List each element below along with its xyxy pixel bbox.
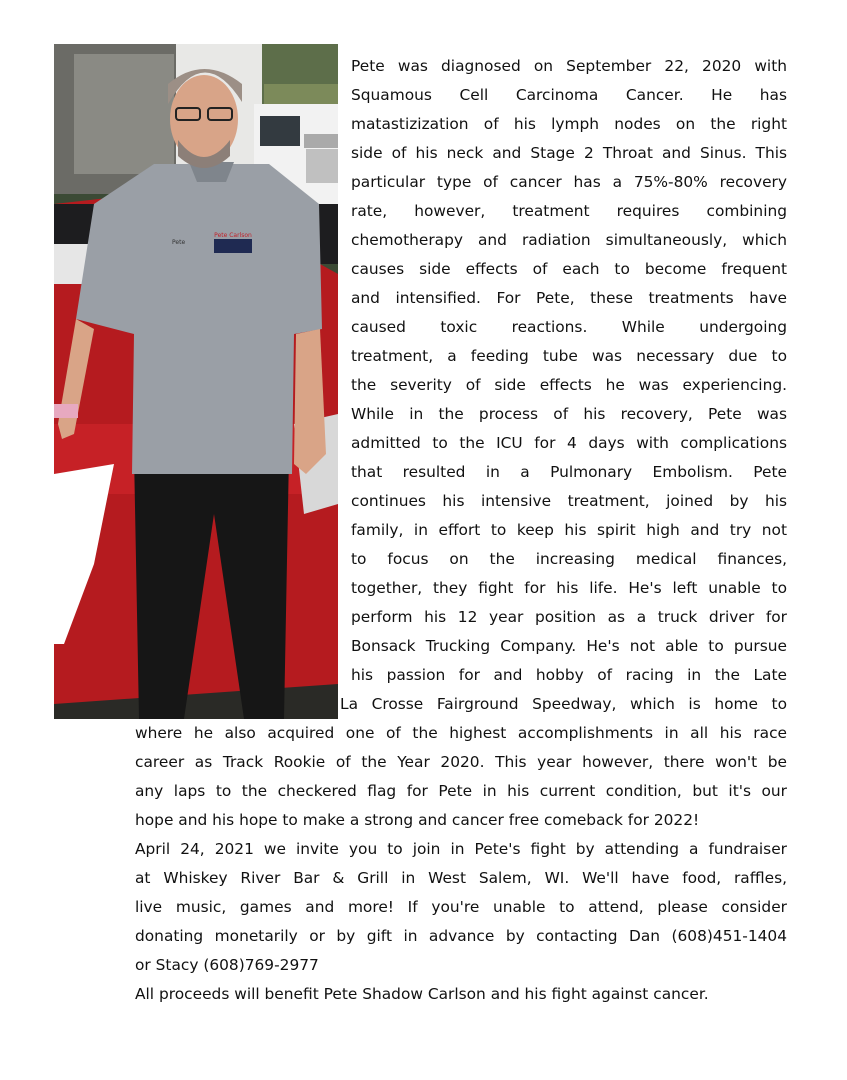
body-line: live music, games and more! If you're unable to attend, please consider [135,898,787,916]
body-line: particular type of cancer has a 75%-80% recovery [351,173,787,191]
body-line: hope and his hope to make a strong and cancer free comeback for 2022! [135,811,700,829]
body-line: side of his neck and Stage 2 Throat and Sinus. This [351,144,787,162]
body-line: treatment, a feeding tube was necessary due to [351,347,787,365]
body-line: While in the process of his recovery, Pete was [351,405,787,423]
body-line: together, they fight for his life. He's left unable to [351,579,787,597]
body-line: chemotherapy and radiation simultaneously, which [351,231,787,249]
body-line: caused toxic reactions. While undergoing [351,318,787,336]
body-line: any laps to the checkered flag for Pete in his current condition, but it's our [135,782,787,800]
body-line: La Crosse Fairground Speedway, which is home to [340,695,787,713]
body-line: continues his intensive treatment, joined by his [351,492,787,510]
body-line: April 24, 2021 we invite you to join in Pete's fight by attending a fundraiser [135,840,787,858]
body-line: where he also acquired one of the highest accomplishments in all his race [135,724,787,742]
body-line: Pete was diagnosed on September 22, 2020 with [351,57,787,75]
body-line: at Whiskey River Bar & Grill in West Salem, WI. We'll have food, raffles, [135,869,787,887]
body-line: to focus on the increasing medical finances, [351,550,787,568]
body-line: career as Track Rookie of the Year 2020. This year however, there won't be [135,753,787,771]
body-line: perform his 12 year position as a truck driver for [351,608,787,626]
body-line: Squamous Cell Carcinoma Cancer. He has [351,86,787,104]
photo-illustration [54,44,338,719]
body-line: his passion for and hobby of racing in the Late [351,666,787,684]
body-line: family, in effort to keep his spirit high and try not [351,521,787,539]
body-line: causes side effects of each to become frequent [351,260,787,278]
body-line: matastizization of his lymph nodes on the right [351,115,787,133]
body-line: rate, however, treatment requires combining [351,202,787,220]
photo-pete-with-race-car [54,44,338,719]
shirt-logo-text: Pete Carlson [214,232,252,239]
body-line: or Stacy (608)769-2977 [135,956,319,974]
body-line: All proceeds will benefit Pete Shadow Carlson and his fight against cancer. [135,985,709,1003]
body-line: that resulted in a Pulmonary Embolism. Pete [351,463,787,481]
body-line: admitted to the ICU for 4 days with complications [351,434,787,452]
shirt-logo-text-small: Pete [172,239,186,246]
body-line: donating monetarily or by gift in advance by contacting Dan (608)451-1404 [135,927,787,945]
body-line: the severity of side effects he was experiencing. [351,376,787,394]
body-line: Bonsack Trucking Company. He's not able to pursue [351,637,787,655]
body-line: and intensified. For Pete, these treatments have [351,289,787,307]
